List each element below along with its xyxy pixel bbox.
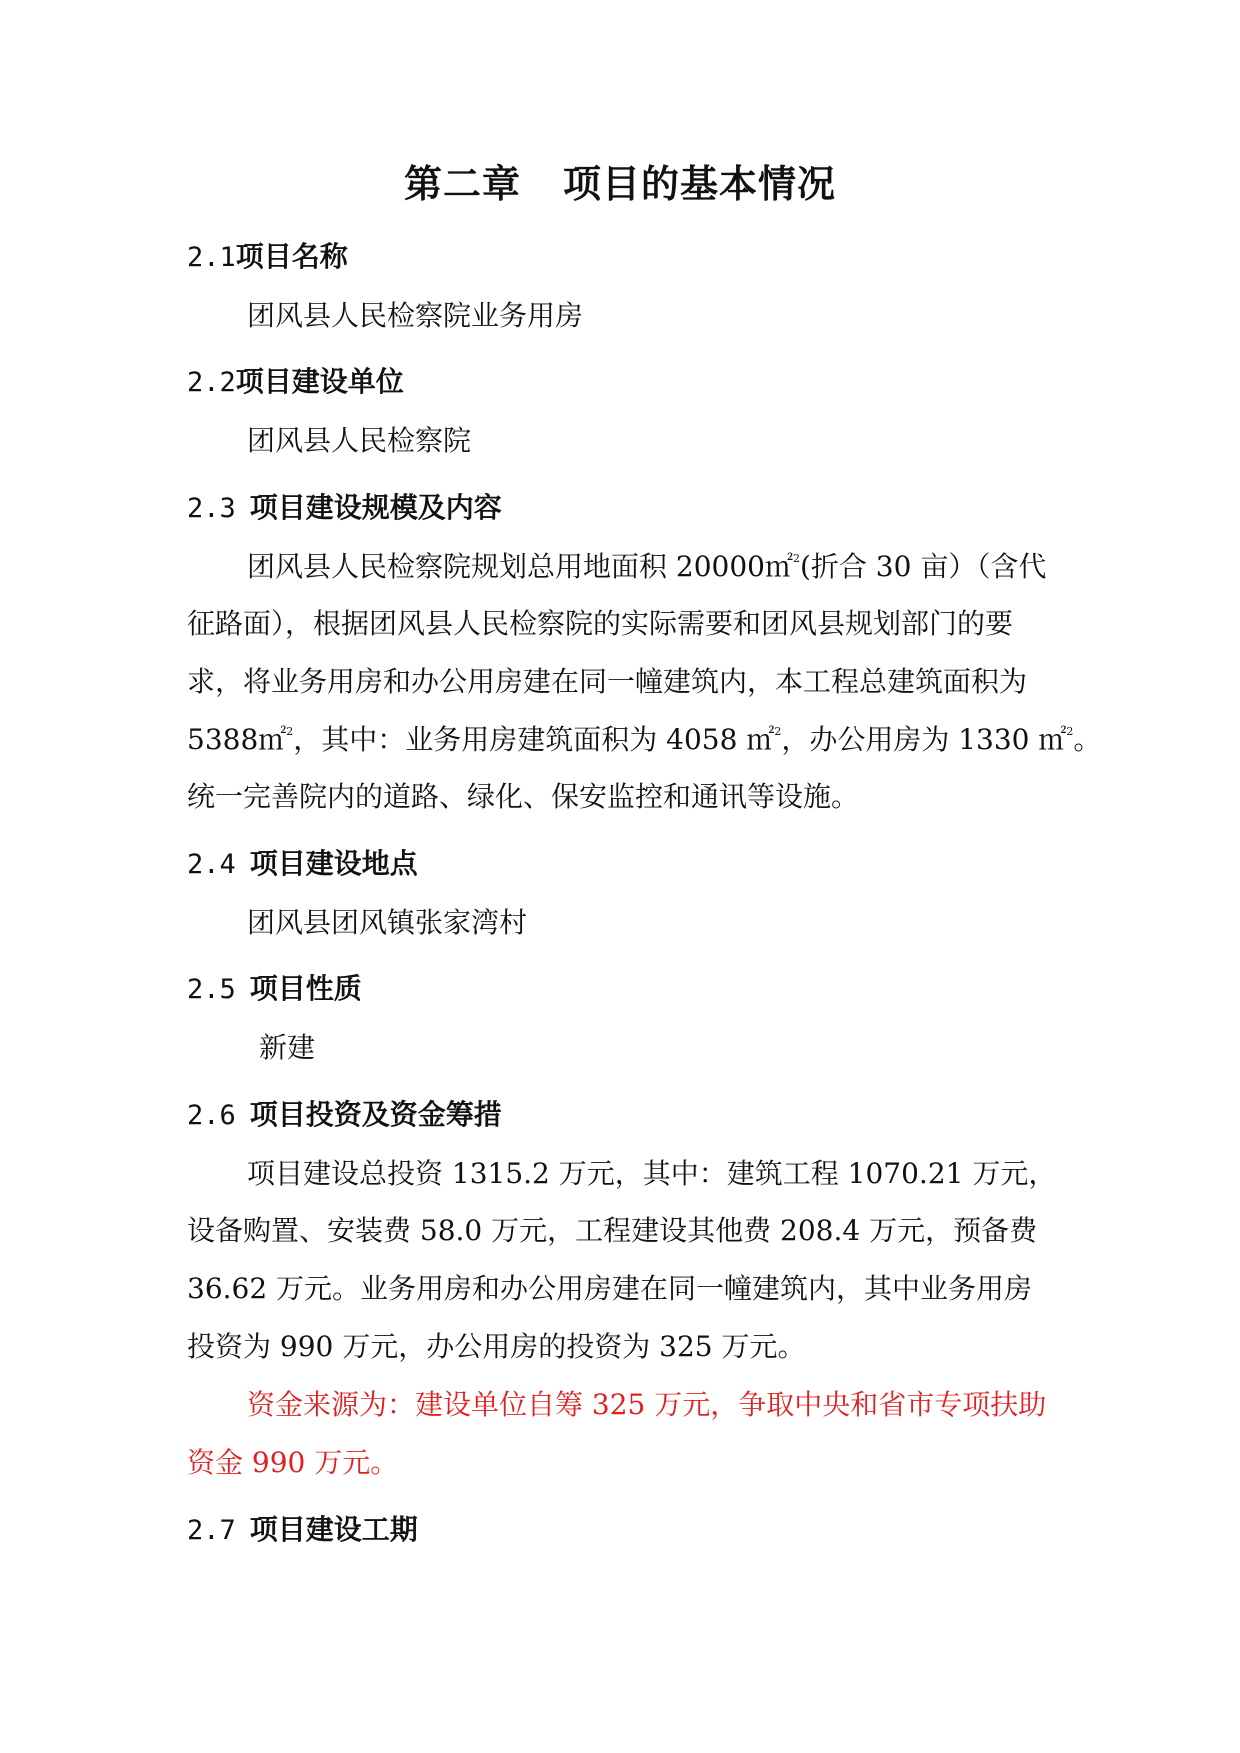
funding-source-line-1: 资金来源为：建设单位自筹 325 万元，争取中央和省市专项扶助 bbox=[247, 1388, 1047, 1421]
scale-paragraph-line-2: 征路面），根据团风县人民检察院的实际需要和团风县规划部门的要 bbox=[187, 607, 1014, 640]
section-number: 2.5 bbox=[187, 974, 236, 1005]
chapter-title bbox=[0, 158, 1240, 210]
section-title: 项目投资及资金筹措 bbox=[249, 1098, 502, 1131]
section-2-7-heading bbox=[187, 1510, 418, 1551]
project-name: 团风县人民检察院业务用房 bbox=[247, 299, 584, 332]
investment-line-1: 项目建设总投资 1315.2 万元，其中：建筑工程 1070.21 万元， bbox=[247, 1157, 1057, 1190]
section-title: 项目性质 bbox=[249, 972, 362, 1005]
chapter-number: 第二章 bbox=[403, 161, 521, 206]
section-number: 2.7 bbox=[187, 1515, 236, 1546]
section-number: 2.4 bbox=[187, 849, 236, 880]
investment-line-3: 36.62 万元。业务用房和办公用房建在同一幢建筑内，其中业务用房 bbox=[187, 1272, 1033, 1305]
project-nature: 新建 bbox=[259, 1031, 316, 1064]
construction-location: 团风县团风镇张家湾村 bbox=[247, 906, 528, 939]
section-2-2-heading bbox=[187, 362, 404, 403]
section-title: 项目建设规模及内容 bbox=[249, 491, 502, 524]
section-number: 2.2 bbox=[187, 367, 236, 398]
section-number: 2.6 bbox=[187, 1100, 236, 1131]
section-2-3-heading bbox=[187, 488, 502, 529]
section-2-5-heading bbox=[187, 969, 362, 1010]
investment-line-2: 设备购置、安装费 58.0 万元，工程建设其他费 208.4 万元，预备费 bbox=[187, 1214, 1038, 1247]
section-2-1-heading bbox=[187, 237, 348, 278]
section-2-4-heading bbox=[187, 844, 418, 885]
chapter-title-text: 项目的基本情况 bbox=[563, 161, 837, 206]
section-title: 项目建设地点 bbox=[249, 847, 418, 880]
scale-paragraph-line-5: 统一完善院内的道路、绿化、保安监控和通讯等设施。 bbox=[187, 780, 860, 813]
section-title: 项目建设工期 bbox=[249, 1513, 418, 1546]
section-number: 2.3 bbox=[187, 493, 236, 524]
section-2-6-heading bbox=[187, 1095, 502, 1136]
funding-source-line-2: 资金 990 万元。 bbox=[187, 1446, 399, 1479]
section-number: 2.1 bbox=[187, 242, 236, 273]
section-title: 项目名称 bbox=[235, 240, 348, 273]
scale-paragraph-line-3: 求，将业务用房和办公用房建在同一幢建筑内，本工程总建筑面积为 bbox=[187, 665, 1028, 698]
scale-paragraph-line-1: 团风县人民检察院规划总用地面积 20000㎡$^2$(折合 30 亩）（含代 bbox=[247, 550, 1047, 583]
investment-line-4: 投资为 990 万元，办公用房的投资为 325 万元。 bbox=[187, 1330, 806, 1363]
scale-paragraph-line-4: 5388㎡$^2$，其中：业务用房建筑面积为 4058 ㎡$^2$，办公用房为 1330 ㎡$^2$。 bbox=[187, 723, 1102, 756]
section-title: 项目建设单位 bbox=[235, 365, 404, 398]
construction-unit: 团风县人民检察院 bbox=[247, 424, 472, 457]
